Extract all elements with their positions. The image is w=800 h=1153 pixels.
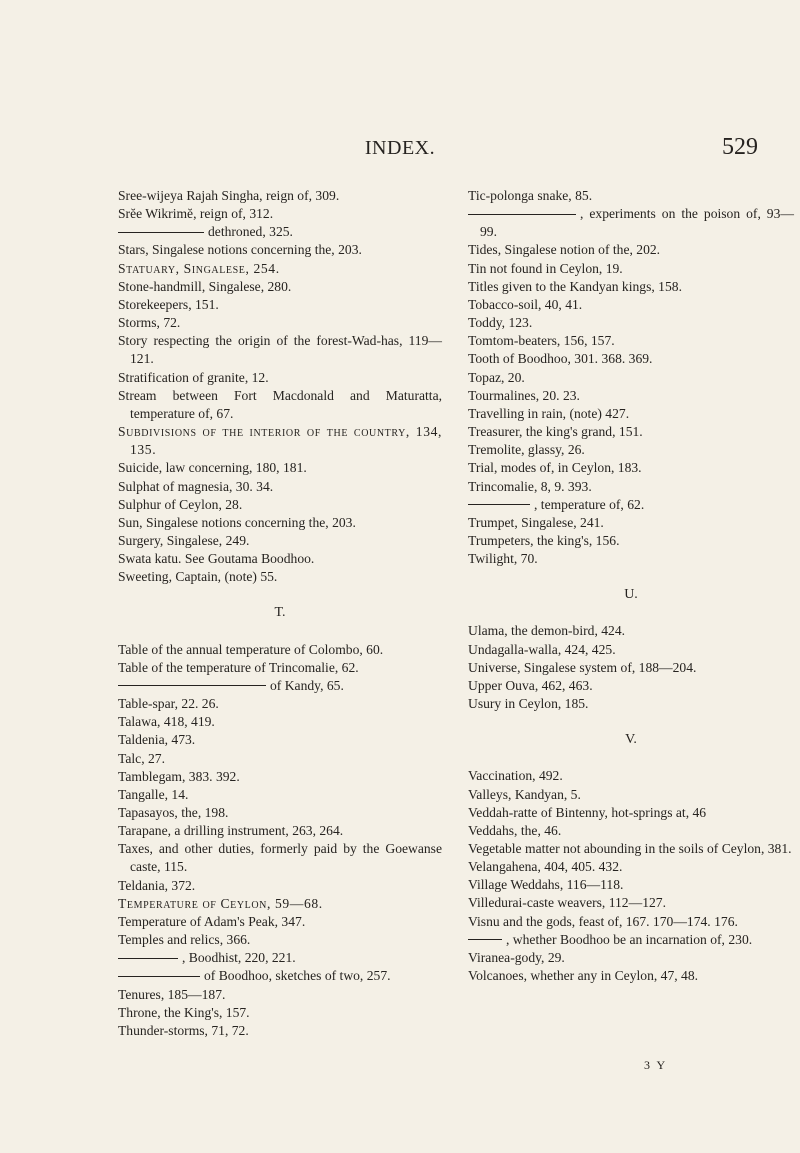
index-entry: Story respecting the origin of the forest-Wad-has, 119—121. — [118, 333, 442, 367]
ditto-dash — [118, 976, 200, 977]
index-entry-text: of Kandy, 65. — [270, 677, 344, 693]
index-entry: Tomtom-beaters, 156, 157. — [468, 333, 615, 349]
index-entry: Stratification of granite, 12. — [118, 369, 269, 385]
index-entry: Volcanoes, whether any in Ceylon, 47, 48. — [468, 968, 699, 984]
index-entry: Stars, Singalese notions concerning the, 203. — [118, 242, 362, 258]
index-entry-text: , whether Boodhoo be an incarnation of, 230. — [506, 931, 753, 947]
index-entry: Trumpeters, the king's, 156. — [468, 532, 620, 548]
index-entry: Velangahena, 404, 405. 432. — [468, 859, 623, 875]
index-entry: Table-spar, 22. 26. — [118, 696, 219, 712]
index-entry: Tangalle, 14. — [118, 786, 189, 802]
index-entry: Temperature of Ceylon, 59—68. — [118, 895, 323, 911]
index-entry: Veddahs, the, 46. — [468, 822, 562, 838]
index-entry: Tourmalines, 20. 23. — [468, 387, 580, 403]
index-entry: Sulphat of magnesia, 30. 34. — [118, 478, 274, 494]
section-letter-heading: T. — [274, 605, 286, 621]
index-entry: Throne, the King's, 157. — [118, 1004, 250, 1020]
ditto-dash — [118, 685, 266, 686]
index-entry — [118, 677, 442, 695]
index-entry — [468, 205, 794, 241]
page-header-title: INDEX. — [364, 137, 436, 159]
index-entry: Tarapane, a drilling instrument, 263, 264. — [118, 823, 344, 839]
index-entry-text: , experiments on the poison of, 93—99. — [480, 206, 794, 240]
index-column-left — [118, 187, 442, 1040]
index-entry: Sun, Singalese notions concerning the, 203. — [118, 514, 356, 530]
index-entry: Stone-handmill, Singalese, 280. — [118, 278, 292, 294]
index-entry: Trumpet, Singalese, 241. — [468, 514, 604, 530]
index-entry-text: dethroned, 325. — [208, 224, 293, 240]
index-entry: Table of the annual temperature of Colombo, 60. — [118, 641, 384, 657]
index-entry: Sree-wijeya Rajah Singha, reign of, 309. — [118, 188, 340, 203]
ditto-dash — [468, 504, 530, 505]
index-entry: Storekeepers, 151. — [118, 296, 219, 312]
index-entry: Villedurai-caste weavers, 112—127. — [468, 895, 666, 911]
index-entry: Tobacco-soil, 40, 41. — [468, 296, 583, 312]
index-entry: Toddy, 123. — [468, 315, 533, 331]
index-entry: Suicide, law concerning, 180, 181. — [118, 460, 307, 476]
index-entry: Statuary, Singalese, 254. — [118, 260, 280, 276]
index-entry: Thunder-storms, 71, 72. — [118, 1022, 249, 1038]
index-entry: Table of the temperature of Trincomalie, 62. — [118, 659, 359, 675]
index-entry-text: , Boodhist, 220, 221. — [182, 950, 296, 966]
index-entry: Tremolite, glassy, 26. — [468, 442, 585, 458]
index-entry: Tenures, 185—187. — [118, 986, 226, 1002]
section-letter-heading: U. — [624, 587, 638, 603]
index-entry: Stream between Fort Macdonald and Maturatta, temperature of, 67. — [118, 387, 442, 421]
index-entry: Undagalla-walla, 424, 425. — [468, 641, 616, 657]
index-entry: Usury in Ceylon, 185. — [468, 696, 589, 712]
index-entry: Twilight, 70. — [468, 551, 538, 567]
index-entry: Travelling in rain, (note) 427. — [468, 405, 630, 421]
index-entry: Valleys, Kandyan, 5. — [468, 786, 581, 802]
index-entry: Tooth of Boodhoo, 301. 368. 369. — [468, 351, 653, 367]
index-entry: Topaz, 20. — [468, 369, 525, 385]
section-letter-heading: V. — [625, 732, 637, 748]
index-entry: Talawa, 418, 419. — [118, 714, 215, 730]
index-entry: Subdivisions of the interior of the country, 134, 135. — [118, 424, 442, 458]
index-entry — [118, 223, 442, 241]
index-entry — [118, 967, 442, 985]
index-entry: Upper Ouva, 462, 463. — [468, 677, 593, 693]
ditto-dash — [118, 232, 204, 233]
index-entry: Ulama, the demon-bird, 424. — [468, 623, 626, 639]
index-entry: Surgery, Singalese, 249. — [118, 532, 250, 548]
signature-mark: 3 Y — [644, 1058, 668, 1072]
ditto-dash — [118, 958, 178, 959]
index-entry: Talc, 27. — [118, 750, 165, 766]
index-entry: Sweeting, Captain, (note) 55. — [118, 569, 278, 585]
index-entry: Viranea-gody, 29. — [468, 949, 565, 965]
index-entry — [468, 496, 794, 514]
index-column-right — [468, 187, 794, 985]
index-entry: Vegetable matter not abounding in the soils of Ceylon, 381. — [468, 840, 792, 856]
index-entry: Srĕe Wikrimĕ, reign of, 312. — [118, 206, 274, 222]
ditto-dash — [468, 939, 502, 940]
index-entry: Vaccination, 492. — [468, 768, 563, 784]
index-entry: Teldania, 372. — [118, 877, 196, 893]
index-entry: Sulphur of Ceylon, 28. — [118, 496, 243, 512]
index-entry: Visnu and the gods, feast of, 167. 170—174. 176. — [468, 913, 738, 929]
index-entry: Taxes, and other duties, formerly paid by the Goewanse caste, 115. — [118, 841, 442, 875]
index-entry: Temples and relics, 366. — [118, 932, 251, 948]
index-entry: Tamblegam, 383. 392. — [118, 768, 240, 784]
index-entry-text: of Boodhoo, sketches of two, 257. — [204, 968, 391, 984]
index-entry: Trincomalie, 8, 9. 393. — [468, 478, 592, 494]
page-number: 529 — [722, 134, 758, 160]
index-entry: Village Weddahs, 116—118. — [468, 877, 624, 893]
index-entry: Trial, modes of, in Ceylon, 183. — [468, 460, 642, 476]
index-entry — [118, 949, 442, 967]
index-entry: Tin not found in Ceylon, 19. — [468, 260, 623, 276]
index-entry-text: , temperature of, 62. — [534, 496, 645, 512]
index-entry: Tic-polonga snake, 85. — [468, 188, 593, 203]
index-entry — [468, 931, 794, 949]
index-entry: Treasurer, the king's grand, 151. — [468, 424, 643, 440]
index-entry: Storms, 72. — [118, 315, 181, 331]
index-entry: Titles given to the Kandyan kings, 158. — [468, 278, 682, 294]
index-entry: Universe, Singalese system of, 188—204. — [468, 659, 697, 675]
index-entry: Swata katu. See Goutama Boodhoo. — [118, 551, 315, 567]
index-entry: Taldenia, 473. — [118, 732, 196, 748]
index-entry: Veddah-ratte of Bintenny, hot-springs at, 46 — [468, 804, 707, 820]
index-entry: Tides, Singalese notion of the, 202. — [468, 242, 661, 258]
ditto-dash — [468, 214, 576, 215]
index-entry: Tapasayos, the, 198. — [118, 804, 229, 820]
index-entry: Temperature of Adam's Peak, 347. — [118, 913, 306, 929]
